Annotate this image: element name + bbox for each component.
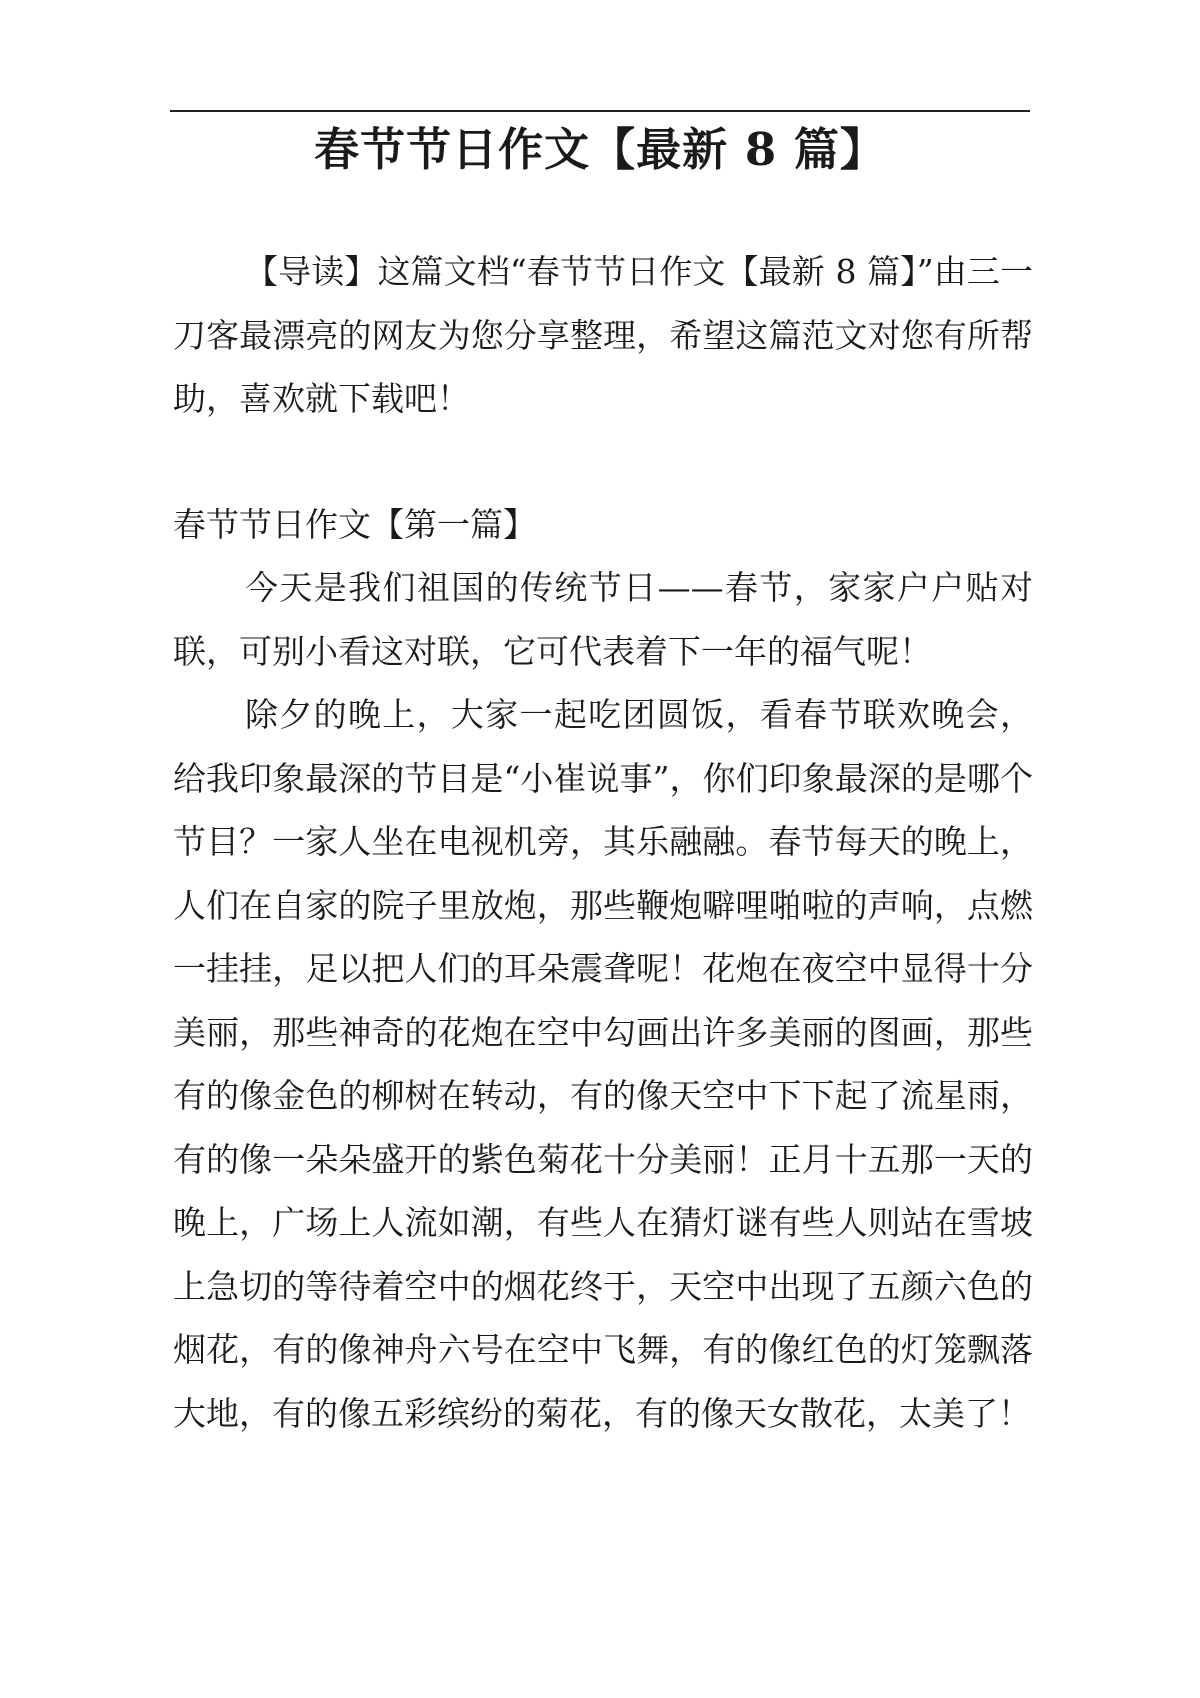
document-title: 春节节日作文【最新 8 篇】	[314, 123, 886, 176]
section-body-1	[173, 556, 1033, 1445]
section-1-paragraph-1: 今天是我们祖国的传统节日——春节，家家户户贴对联，可别小看这对联，它可代表着下一年的福气呢！	[173, 568, 1033, 671]
header-rule	[170, 110, 1030, 112]
section-heading-1: 春节节日作文【第一篇】	[173, 505, 536, 544]
intro-paragraph: 【导读】这篇文档“春节节日作文【最新 8 篇】”由三一刀客最漂亮的网友为您分享整理，希望这篇范文对您有所帮助，喜欢就下载吧！	[173, 252, 1033, 418]
section-1-paragraph-2: 除夕的晚上，大家一起吃团圆饭，看春节联欢晚会，给我印象最深的节目是“小崔说事”，你们印象最深的是哪个节目？一家人坐在电视机旁，其乐融融。春节每天的晚上，人们在自家的院子里放炮，那些鞭炮噼哩啪啦的声响，点燃一挂挂，足以把人们的耳朵震聋呢！花炮在夜空中显得十分美丽，那些神奇的花炮在空中勾画出许多美丽的图画，那些有的像金色的柳树在转动，有的像天空中下下起了流星雨，有的像一朵朵盛开的紫色菊花十分美丽！正月十五那一天的晚上，广场上人流如潮，有些人在猜灯谜有些人则站在雪坡上急切的等待着空中的烟花终于，天空中出现了五颜六色的烟花，有的像神舟六号在空中飞舞，有的像红色的灯笼飘落大地，有的像五彩缤纷的菊花，有的像天女散花，太美了！	[173, 695, 1033, 1433]
